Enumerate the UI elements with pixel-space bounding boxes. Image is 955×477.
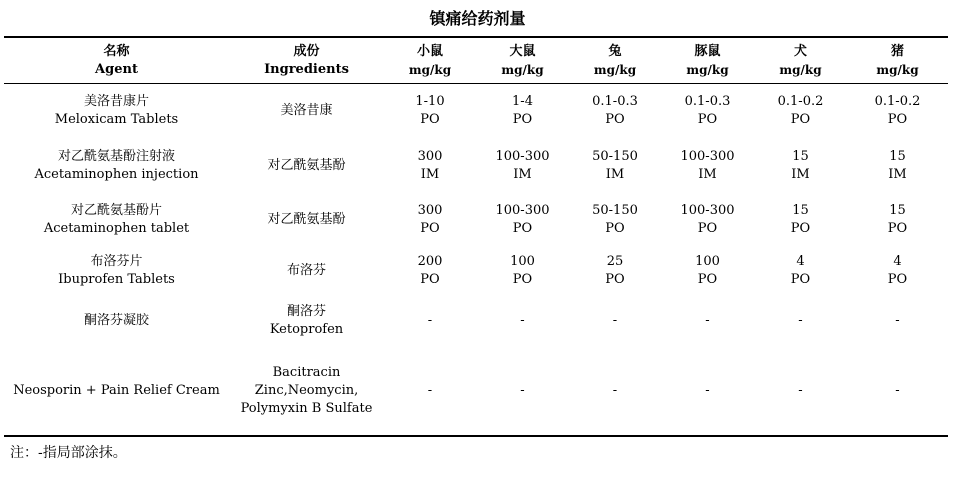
agent-cell — [4, 84, 229, 138]
dose-cell — [847, 347, 948, 436]
dose-cell-line: - — [705, 312, 710, 328]
dose-cell — [476, 347, 569, 436]
dose-cell-line: 100-300 — [495, 148, 550, 164]
ingredients-cell-line: 美洛昔康 — [280, 102, 333, 118]
agent-cell-line: 美洛昔康片 — [83, 93, 149, 109]
footnote: 注：-指局部涂抹。 — [10, 445, 127, 461]
dose-cell — [754, 347, 847, 436]
dose-cell-line: PO — [512, 271, 533, 287]
ingredients-cell-line: Ketoprofen — [269, 321, 344, 337]
dose-cell — [847, 247, 948, 295]
dose-cell-line: - — [705, 382, 710, 398]
header-row — [4, 37, 948, 84]
ingredients-cell — [229, 347, 384, 436]
dose-cell-line: 200 — [417, 253, 443, 269]
dose-cell-line: 15 — [792, 203, 809, 218]
dose-cell — [569, 295, 661, 347]
dose-cell-line: 4 — [893, 253, 902, 269]
dose-cell — [569, 84, 661, 138]
dose-cell-line: - — [427, 312, 433, 328]
dose-cell-line: - — [520, 382, 525, 398]
dose-cell-line: 100 — [510, 253, 535, 269]
ingredients-cell-line: Bacitracin — [272, 364, 341, 380]
agent-cell — [4, 194, 229, 247]
agent-cell — [4, 247, 229, 295]
dose-cell-line: IM — [513, 166, 532, 182]
table-title: 镇痛给药剂量 — [429, 9, 526, 28]
dose-cell-line: PO — [512, 111, 533, 127]
dose-cell — [661, 247, 754, 295]
dose-cell-line: IM — [888, 166, 907, 182]
dose-cell — [847, 295, 948, 347]
header-guinea-pig: 豚鼠 mg/kg — [661, 37, 754, 84]
ingredients-cell-line: 酮洛芬 — [286, 303, 326, 319]
header-pig: 猪 mg/kg — [847, 37, 948, 84]
dose-cell-line: PO — [605, 111, 625, 127]
dose-cell — [754, 138, 847, 194]
table-row — [4, 194, 948, 247]
dose-cell — [569, 247, 661, 295]
agent-cell — [4, 295, 229, 347]
dose-cell-line: PO — [420, 221, 440, 236]
dose-cell — [476, 247, 569, 295]
dose-cell-line: - — [612, 312, 618, 328]
dose-cell-line: 100-300 — [680, 203, 735, 218]
dose-cell — [384, 138, 476, 194]
table-row — [4, 138, 948, 194]
dose-cell — [384, 84, 476, 138]
dose-cell-line: 1-4 — [512, 93, 533, 109]
dose-cell — [661, 194, 754, 247]
dose-cell — [661, 295, 754, 347]
ingredients-cell — [229, 84, 384, 138]
table-row — [4, 84, 948, 138]
dose-cell-line: PO — [887, 111, 908, 127]
header-rat: 大鼠 mg/kg — [476, 37, 569, 84]
dose-cell — [847, 84, 948, 138]
header-dog: 犬 mg/kg — [754, 37, 847, 84]
dose-cell-line: 25 — [606, 253, 624, 269]
dose-cell — [847, 194, 948, 247]
dose-cell — [754, 194, 847, 247]
dose-cell-line: PO — [420, 271, 440, 287]
dose-cell — [476, 194, 569, 247]
table-row — [4, 347, 948, 436]
dose-cell-line: IM — [791, 166, 810, 182]
dose-cell — [754, 295, 847, 347]
dose-cell — [754, 84, 847, 138]
dose-cell — [476, 138, 569, 194]
dose-cell-line: PO — [697, 111, 718, 127]
header-mouse: 小鼠 mg/kg — [384, 37, 476, 84]
dose-cell — [384, 194, 476, 247]
dose-cell-line: 15 — [792, 148, 809, 164]
dose-cell-line: PO — [887, 271, 908, 287]
agent-cell-line: 布洛芬片 — [90, 253, 143, 269]
table-row — [4, 247, 948, 295]
agent-cell-line: 对乙酰氨基酚片 — [70, 203, 162, 218]
dose-cell-line: 0.1-0.2 — [874, 93, 921, 109]
header-rabbit: 兔 mg/kg — [569, 37, 661, 84]
dose-cell — [661, 347, 754, 436]
dose-cell-line: 4 — [796, 253, 805, 269]
dose-cell-line: PO — [887, 221, 908, 236]
dose-cell-line: IM — [605, 166, 625, 182]
dose-cell-line: PO — [697, 221, 718, 236]
agent-cell-line: Meloxicam Tablets — [54, 111, 179, 127]
agent-cell — [4, 347, 229, 436]
dose-cell-line: 300 — [417, 148, 443, 164]
dose-cell-line: 50-150 — [592, 148, 638, 164]
dose-cell-line: 50-150 — [592, 203, 638, 218]
dose-cell-line: - — [798, 312, 803, 328]
ingredients-cell-line: 布洛芬 — [286, 262, 326, 278]
dose-cell — [476, 84, 569, 138]
dose-cell-line: PO — [512, 221, 533, 236]
table-row — [4, 295, 948, 347]
agent-cell-line: Acetaminophen injection — [34, 166, 199, 182]
dose-cell — [569, 194, 661, 247]
agent-cell-line: Acetaminophen tablet — [43, 221, 190, 236]
dose-cell — [384, 247, 476, 295]
dose-cell-line: PO — [790, 111, 811, 127]
agent-cell — [4, 138, 229, 194]
dose-cell-line: 100-300 — [495, 203, 550, 218]
agent-cell-line: 酮洛芬凝胶 — [83, 312, 149, 328]
dose-cell-line: 0.1-0.2 — [777, 93, 824, 109]
ingredients-cell — [229, 194, 384, 247]
dose-cell-line: 1-10 — [415, 93, 445, 109]
dose-cell — [569, 347, 661, 436]
dose-cell-line: - — [895, 382, 900, 398]
dose-cell — [661, 84, 754, 138]
header-agent: 名称 Agent — [4, 37, 229, 84]
dose-cell-line: 300 — [417, 203, 443, 218]
ingredients-cell-line: Zinc,Neomycin, — [254, 382, 359, 398]
dose-cell — [754, 247, 847, 295]
dose-cell-line: 100 — [695, 253, 720, 269]
dose-cell-line: PO — [697, 271, 718, 287]
ingredients-cell-line: 对乙酰氨基酚 — [267, 157, 346, 173]
dose-cell — [847, 138, 948, 194]
dose-cell-line: - — [520, 312, 525, 328]
agent-cell-line: Ibuprofen Tablets — [58, 271, 175, 287]
dose-cell — [661, 138, 754, 194]
dose-cell-line: - — [895, 312, 900, 328]
dose-cell-line: PO — [605, 221, 625, 236]
dose-cell-line: IM — [698, 166, 717, 182]
dose-cell — [384, 295, 476, 347]
dose-cell-line: - — [612, 382, 618, 398]
dose-cell-line: - — [798, 382, 803, 398]
dose-cell — [476, 295, 569, 347]
agent-cell-line: 对乙酰氨基酚注射液 — [57, 148, 175, 164]
dose-cell-line: 0.1-0.3 — [684, 93, 731, 109]
dose-cell-line: PO — [605, 271, 625, 287]
dose-cell-line: PO — [420, 111, 440, 127]
dose-cell-line: - — [427, 382, 433, 398]
dose-cell-line: PO — [790, 221, 811, 236]
dose-cell-line: PO — [790, 271, 811, 287]
dose-cell-line: 15 — [889, 203, 906, 218]
dose-cell — [569, 138, 661, 194]
dose-cell-line: 100-300 — [680, 148, 735, 164]
ingredients-cell-line: Polymyxin B Sulfate — [240, 400, 373, 416]
ingredients-cell — [229, 295, 384, 347]
dose-cell — [384, 347, 476, 436]
dose-cell-line: 0.1-0.3 — [592, 93, 638, 109]
header-ingredients: 成份 Ingredients — [229, 37, 384, 84]
dose-cell-line: IM — [420, 166, 440, 182]
dosage-table — [4, 36, 948, 437]
dose-cell-line: 15 — [889, 148, 906, 164]
ingredients-cell — [229, 138, 384, 194]
agent-cell-line: Neosporin + Pain Relief Cream — [13, 382, 220, 398]
ingredients-cell — [229, 247, 384, 295]
ingredients-cell-line: 对乙酰氨基酚 — [267, 212, 346, 227]
